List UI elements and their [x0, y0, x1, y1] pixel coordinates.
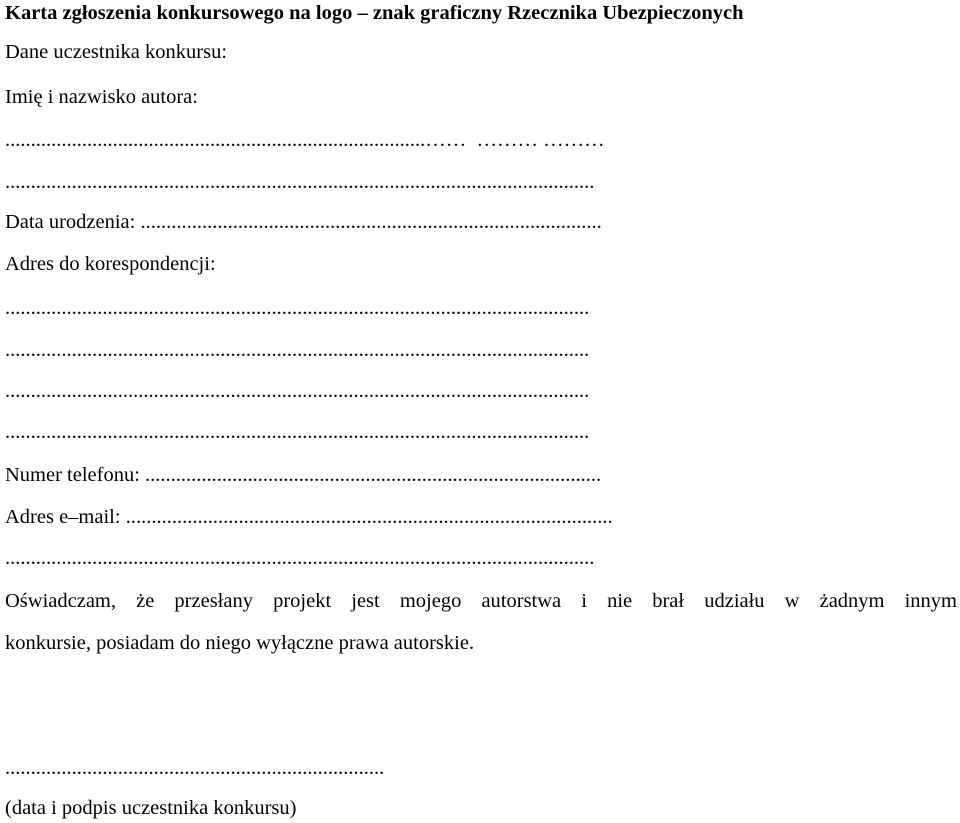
email-line-2[interactable]: ................................................................................................................... — [5, 547, 595, 569]
name-line-2[interactable]: ................................................................................................................... — [5, 171, 595, 193]
email-field[interactable]: Adres e–mail: ............................................................................................... — [5, 506, 613, 528]
signature-caption: (data i podpis uczestnika konkursu) — [5, 797, 297, 819]
signature-line[interactable]: .......................................................................... — [5, 757, 385, 779]
name-line-1[interactable]: ..................................................................................…… ……… ……… — [5, 129, 605, 151]
address-line-3[interactable]: .................................................................................................................. — [5, 380, 590, 402]
section-label: Dane uczestnika konkursu: — [5, 41, 228, 63]
name-label: Imię i nazwisko autora: — [5, 86, 198, 108]
form-title: Karta zgłoszenia konkursowego na logo – znak graficzny Rzecznika Ubezpieczonych — [5, 2, 744, 24]
address-label: Adres do korespondencji: — [5, 253, 216, 275]
statement-line-1: Oświadczam, że przesłany projekt jest mojego autorstwa i nie brał udziału w żadnym innym — [5, 590, 957, 612]
statement-paragraph — [5, 580, 957, 664]
birthdate-field[interactable]: Data urodzenia: .......................................................................................... — [5, 211, 602, 233]
phone-field[interactable]: Numer telefonu: ......................................................................................... — [5, 464, 602, 486]
address-line-2[interactable]: .................................................................................................................. — [5, 339, 590, 361]
address-line-4[interactable]: .................................................................................................................. — [5, 421, 590, 443]
statement-line-2: konkursie, posiadam do niego wyłączne prawa autorskie. — [5, 632, 475, 654]
address-line-1[interactable]: .................................................................................................................. — [5, 297, 590, 319]
